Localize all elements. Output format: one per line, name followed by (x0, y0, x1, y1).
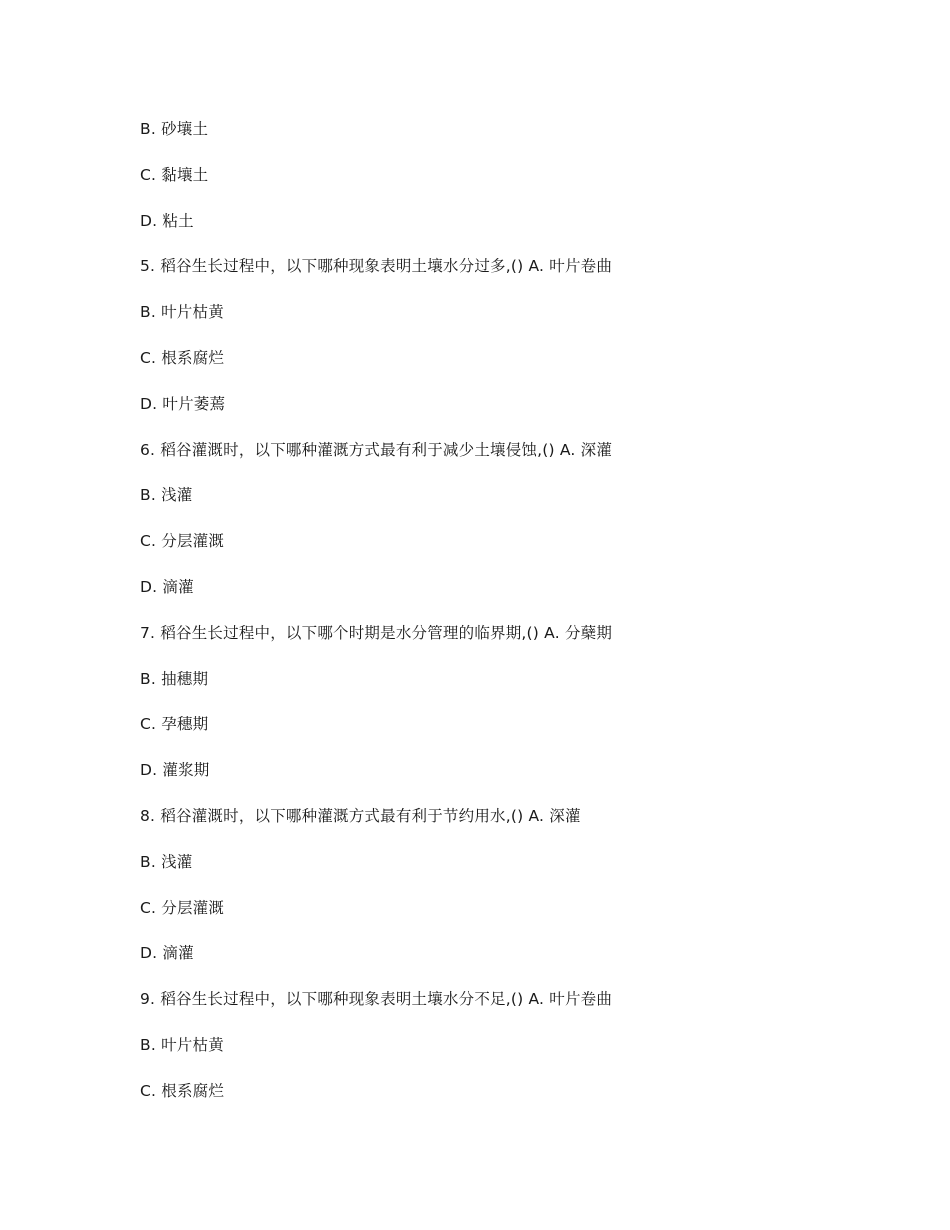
option-line: C. 分层灌溉 (140, 898, 225, 917)
option-line: C. 分层灌溉 (140, 532, 225, 551)
question-line: 8. 稻谷灌溉时，以下哪种灌溉方式最有利于节约用水,() A. 深灌 (140, 806, 581, 825)
option-line: D. 粘土 (140, 211, 194, 230)
option-line: B. 叶片枯黄 (140, 1035, 224, 1054)
question-line: 6. 稻谷灌溉时，以下哪种灌溉方式最有利于减少土壤侵蚀,() A. 深灌 (140, 440, 613, 459)
option-line: D. 滴灌 (140, 944, 194, 963)
option-line: B. 浅灌 (140, 852, 193, 871)
document-body (140, 117, 900, 1125)
option-line: B. 浅灌 (140, 486, 193, 505)
option-line: C. 根系腐烂 (140, 348, 225, 367)
question-line: 5. 稻谷生长过程中，以下哪种现象表明土壤水分过多,() A. 叶片卷曲 (140, 257, 613, 276)
option-line: B. 抽穗期 (140, 669, 209, 688)
option-line: C. 根系腐烂 (140, 1081, 225, 1100)
option-line: D. 滴灌 (140, 577, 194, 596)
question-line: 9. 稻谷生长过程中，以下哪种现象表明土壤水分不足,() A. 叶片卷曲 (140, 990, 613, 1009)
question-line: 7. 稻谷生长过程中，以下哪个时期是水分管理的临界期,() A. 分蘖期 (140, 623, 613, 642)
option-line: B. 叶片枯黄 (140, 303, 224, 322)
option-line: B. 砂壤土 (140, 120, 209, 138)
option-line: D. 叶片萎蔫 (140, 394, 226, 413)
option-line: C. 孕穗期 (140, 715, 209, 734)
option-line: C. 黏壤土 (140, 165, 209, 184)
option-line: D. 灌浆期 (140, 761, 210, 780)
